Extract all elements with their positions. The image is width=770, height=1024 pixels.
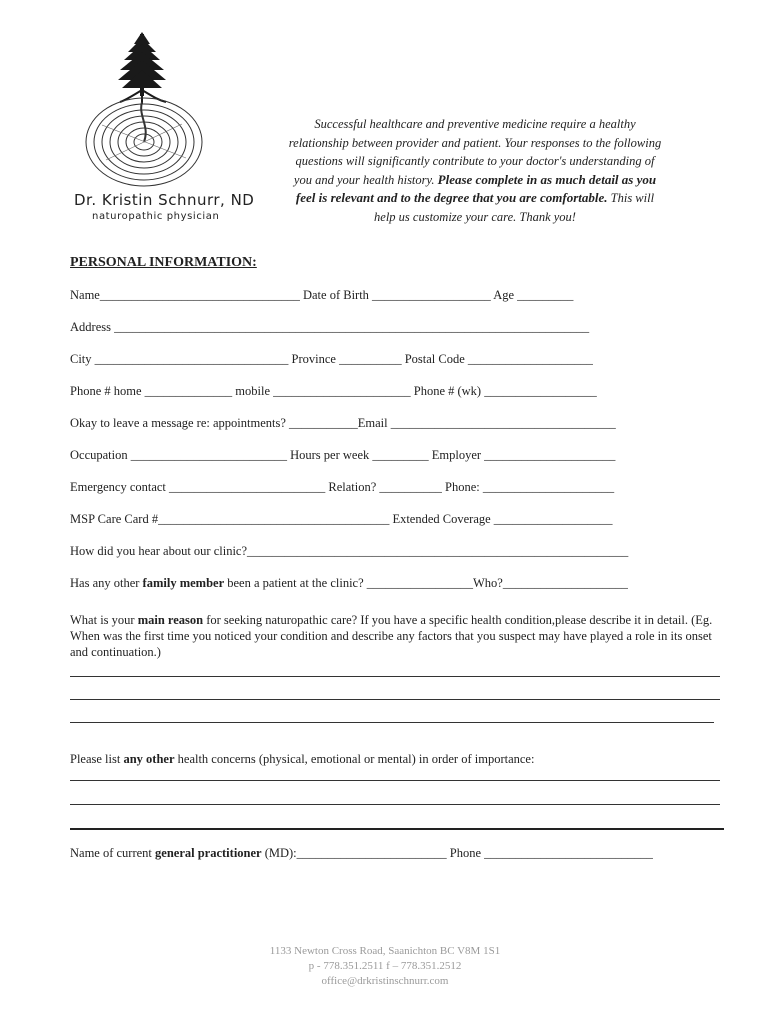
main-reason-question bbox=[70, 612, 730, 660]
main-reason-text-bold: main reason bbox=[137, 613, 204, 627]
main-reason-answer-line-3[interactable] bbox=[70, 722, 714, 723]
intro-paragraph bbox=[285, 115, 665, 226]
gp-text-c: (MD):________________________ Phone ___________________________ bbox=[261, 846, 653, 860]
referral-source-field[interactable]: How did you hear about our clinic?_____________________________________________________________ bbox=[70, 544, 629, 558]
family-member-text-a: Has any other bbox=[70, 576, 143, 590]
intro-text: Successful healthcare and preventive medicine require a healthy relationship between provider and patient. Your responses to the following questions will significantly contribute to your doctor's understanding of you and your health history. bbox=[288, 117, 662, 187]
msp-coverage-fields[interactable]: MSP Care Card #_____________________________________ Extended Coverage ___________________ bbox=[70, 512, 613, 526]
address-field[interactable]: Address ____________________________________________________________________________ bbox=[70, 320, 590, 334]
city-province-postal-fields[interactable]: City _______________________________ Province __________ Postal Code ____________________ bbox=[70, 352, 593, 366]
intro-bold-text: Please complete in as much detail as you feel is relevant and to the degree that you are comfortable. bbox=[295, 171, 657, 205]
emergency-contact-fields[interactable]: Emergency contact _________________________ Relation? __________ Phone: _____________________ bbox=[70, 480, 615, 494]
footer-phone: p - 778.351.2511 f – 778.351.2512 bbox=[308, 960, 462, 972]
clinic-subtitle: naturopathic physician bbox=[92, 211, 220, 222]
footer-address: 1133 Newton Cross Road, Saanichton BC V8M 1S1 bbox=[269, 945, 501, 957]
main-reason-answer-line-1[interactable] bbox=[70, 676, 720, 677]
intro-closing-text: This will help us customize your care. Thank you! bbox=[374, 191, 655, 224]
family-member-text-c: been a patient at the clinic? _________________Who?____________________ bbox=[224, 576, 628, 590]
gp-text-bold: general practitioner bbox=[155, 846, 262, 860]
occupation-fields[interactable]: Occupation _________________________ Hours per week _________ Employer _____________________ bbox=[70, 448, 616, 462]
main-reason-answer-line-2[interactable] bbox=[70, 699, 720, 700]
other-concerns-text-c: health concerns (physical, emotional or mental) in order of importance: bbox=[174, 752, 535, 766]
section-heading: PERSONAL INFORMATION: bbox=[70, 255, 257, 270]
other-concerns-answer-line-2[interactable] bbox=[70, 804, 720, 805]
tree-stump-icon bbox=[62, 30, 252, 190]
family-member-text-bold: family member bbox=[142, 576, 225, 590]
phone-fields[interactable]: Phone # home ______________ mobile ______________________ Phone # (wk) __________________ bbox=[70, 384, 597, 398]
family-member-field[interactable] bbox=[70, 576, 628, 591]
gp-field[interactable] bbox=[70, 846, 653, 861]
section-divider bbox=[70, 828, 724, 830]
footer-email: office@drkristinschnurr.com bbox=[321, 975, 449, 987]
main-reason-text-a: What is your bbox=[70, 613, 138, 627]
gp-text-a: Name of current bbox=[70, 846, 156, 860]
other-concerns-text-a: Please list bbox=[70, 752, 124, 766]
other-concerns-text-bold: any other bbox=[123, 752, 175, 766]
clinic-name: Dr. Kristin Schnurr, ND bbox=[74, 191, 255, 209]
other-concerns-answer-line-1[interactable] bbox=[70, 780, 720, 781]
main-reason-text-c: for seeking naturopathic care? If you have a specific health condition,please describe it in detail. (Eg. When was the first time you noticed your condition and describe any factors that you suspect may have played a role in its onset and continuation.) bbox=[70, 613, 713, 659]
other-concerns-question bbox=[70, 752, 534, 767]
message-email-fields[interactable]: Okay to leave a message re: appointments? ___________Email ____________________________________ bbox=[70, 416, 616, 430]
name-dob-age-fields[interactable]: Name________________________________ Date of Birth ___________________ Age _________ bbox=[70, 288, 574, 302]
